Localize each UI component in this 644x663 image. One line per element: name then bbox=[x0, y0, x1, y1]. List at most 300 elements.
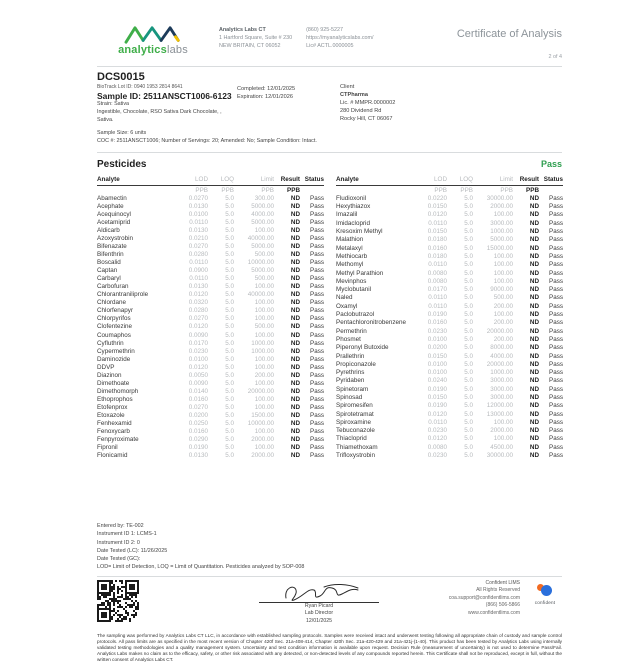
loq-cell: 5.0 bbox=[464, 327, 473, 335]
analyte-cell: Daminozide bbox=[97, 355, 131, 363]
analyte-cell: Chlorfenapyr bbox=[97, 307, 134, 315]
limit-cell: 2000.00 bbox=[251, 436, 274, 444]
result-cell: ND bbox=[290, 234, 300, 242]
lab-phone: (860) 925-5227 bbox=[306, 27, 343, 33]
limit-cell: 100.00 bbox=[493, 277, 513, 285]
brand-wordmark bbox=[118, 44, 188, 56]
result-cell: ND bbox=[290, 403, 300, 411]
instrument-id-1: Instrument ID 1: LCMS-1 bbox=[97, 531, 157, 538]
status-cell: Pass bbox=[310, 331, 324, 339]
table-row bbox=[97, 436, 324, 444]
limit-cell: 3000.00 bbox=[490, 219, 513, 227]
entered-by: Entered by: TE-002 bbox=[97, 523, 144, 530]
status-cell: Pass bbox=[310, 339, 324, 347]
loq-cell: 5.0 bbox=[225, 323, 234, 331]
lims-website-link[interactable]: www.confidentlims.com bbox=[468, 609, 520, 616]
col-limit: Limit bbox=[234, 176, 274, 186]
lab-address2: NEW BRITAIN, CT 06052 bbox=[219, 43, 281, 50]
status-cell: Pass bbox=[310, 436, 324, 444]
client-block bbox=[340, 83, 395, 124]
lod-cell: 0.0270 bbox=[188, 194, 208, 202]
sample-id: Sample ID: 2511ANSCT1006-6123 bbox=[97, 91, 232, 101]
table-row bbox=[336, 311, 563, 319]
table-row bbox=[97, 420, 324, 428]
result-cell: ND bbox=[290, 355, 300, 363]
status-cell: Pass bbox=[549, 244, 563, 252]
status-cell: Pass bbox=[310, 315, 324, 323]
table-row bbox=[97, 307, 324, 315]
lod-cell: 0.0120 bbox=[427, 211, 447, 219]
table-row bbox=[97, 235, 324, 243]
result-cell: ND bbox=[529, 410, 539, 418]
analyte-cell: Carbofuran bbox=[97, 283, 129, 291]
status-cell: Pass bbox=[310, 420, 324, 428]
analyte-cell: Bifenthrin bbox=[97, 251, 124, 259]
status-cell: Pass bbox=[310, 387, 324, 395]
loq-cell: 5.0 bbox=[225, 307, 234, 315]
client-label: Client bbox=[340, 84, 355, 90]
analyticslabs-logo bbox=[97, 26, 209, 56]
status-cell: Pass bbox=[549, 435, 563, 443]
loq-cell: 5.0 bbox=[225, 275, 234, 283]
analyte-cell: Carbaryl bbox=[97, 275, 121, 283]
loq-cell: 5.0 bbox=[225, 210, 234, 218]
limit-cell: 100.00 bbox=[254, 363, 274, 371]
col-status: Status bbox=[539, 176, 563, 186]
status-cell: Pass bbox=[310, 267, 324, 275]
strain: Strain: Sativa bbox=[97, 101, 130, 107]
pesticides-tables bbox=[97, 176, 562, 460]
result-cell: ND bbox=[529, 443, 539, 451]
lod-cell: 0.0100 bbox=[188, 355, 208, 363]
limit-cell: 5000.00 bbox=[490, 236, 513, 244]
status-cell: Pass bbox=[310, 291, 324, 299]
table-row bbox=[336, 278, 563, 286]
table-row bbox=[336, 253, 563, 261]
signatory-title: Lab Director bbox=[304, 610, 334, 617]
unit-loq: PPB bbox=[221, 186, 234, 194]
lod-cell: 0.0280 bbox=[188, 307, 208, 315]
result-cell: ND bbox=[529, 335, 539, 343]
signature-block bbox=[259, 580, 379, 625]
lod-cell: 0.0150 bbox=[427, 228, 447, 236]
confident-circles-icon bbox=[537, 584, 553, 598]
status-cell: Pass bbox=[310, 283, 324, 291]
col-analyte: Analyte bbox=[97, 176, 175, 186]
signature-date: 12/01/2025 bbox=[306, 617, 332, 624]
table-row bbox=[336, 352, 563, 360]
lod-cell: 0.0190 bbox=[427, 402, 447, 410]
table-row bbox=[97, 452, 324, 460]
status-cell: Pass bbox=[549, 228, 563, 236]
table-row bbox=[97, 412, 324, 420]
status-cell: Pass bbox=[310, 243, 324, 251]
table-row bbox=[336, 220, 563, 228]
loq-cell: 5.0 bbox=[464, 344, 473, 352]
analyte-cell: Pyrethrins bbox=[336, 369, 365, 377]
limit-cell: 4500.00 bbox=[490, 443, 513, 451]
loq-cell: 5.0 bbox=[225, 444, 234, 452]
col-loq: LOQ bbox=[447, 176, 473, 186]
table-row bbox=[97, 444, 324, 452]
status-cell: Pass bbox=[549, 360, 563, 368]
brand-primary: analytics bbox=[118, 44, 167, 56]
col-status: Status bbox=[300, 176, 324, 186]
loq-cell: 5.0 bbox=[464, 418, 473, 426]
result-cell: ND bbox=[290, 452, 300, 460]
lab-website-link[interactable]: https://myanalyticslabs.com/ bbox=[306, 35, 374, 42]
analyte-cell: Tebuconazole bbox=[336, 427, 375, 435]
table-row bbox=[336, 336, 563, 344]
loq-cell: 5.0 bbox=[225, 412, 234, 419]
loq-cell: 5.0 bbox=[464, 402, 473, 410]
result-cell: ND bbox=[529, 427, 539, 435]
lims-name: Confident LIMS bbox=[485, 579, 520, 586]
lod-cell: 0.0270 bbox=[188, 315, 208, 323]
status-cell: Pass bbox=[310, 355, 324, 363]
limit-cell: 100.00 bbox=[493, 211, 513, 219]
table-row bbox=[336, 444, 563, 452]
table-row bbox=[97, 275, 324, 283]
table-row bbox=[336, 452, 563, 460]
status-cell: Pass bbox=[310, 259, 324, 267]
lod-cell: 0.0090 bbox=[188, 331, 208, 339]
table-row bbox=[336, 344, 563, 352]
loq-cell: 5.0 bbox=[464, 360, 473, 368]
table-row bbox=[97, 340, 324, 348]
loq-cell: 5.0 bbox=[225, 403, 234, 411]
table-row bbox=[97, 356, 324, 364]
lod-loq-note: LOD= Limit of Detection, LOQ = Limit of Quantitation. Pesticides analyzed by SOP-008 bbox=[97, 563, 305, 570]
status-cell: Pass bbox=[310, 347, 324, 355]
status-cell: Pass bbox=[549, 377, 563, 385]
table-row bbox=[336, 236, 563, 244]
limit-cell: 100.00 bbox=[493, 418, 513, 426]
limit-cell: 3000.00 bbox=[490, 385, 513, 393]
lod-cell: 0.0160 bbox=[188, 428, 208, 436]
loq-cell: 5.0 bbox=[464, 244, 473, 252]
limit-cell: 15000.00 bbox=[486, 244, 513, 252]
biotrack-lot-id: BioTrack Lot ID: 0940 1953 2814 8641 bbox=[97, 84, 183, 90]
loq-cell: 5.0 bbox=[464, 228, 473, 236]
loq-cell: 5.0 bbox=[464, 261, 473, 269]
lod-cell: 0.0150 bbox=[427, 393, 447, 401]
limit-cell: 200.00 bbox=[493, 335, 513, 343]
analyte-cell: Imidacloprid bbox=[336, 219, 370, 227]
table-row bbox=[97, 283, 324, 291]
analyte-cell: Diazinon bbox=[97, 371, 122, 379]
loq-cell: 5.0 bbox=[464, 427, 473, 435]
result-cell: ND bbox=[290, 436, 300, 444]
table-row bbox=[336, 303, 563, 311]
lod-cell: 0.0900 bbox=[188, 267, 208, 275]
result-cell: ND bbox=[290, 347, 300, 355]
lod-cell: 0.0180 bbox=[427, 252, 447, 260]
lod-cell: 0.0090 bbox=[188, 379, 208, 387]
analyte-cell: Phosmet bbox=[336, 335, 361, 343]
lod-cell: 0.0110 bbox=[189, 275, 208, 283]
loq-cell: 5.0 bbox=[464, 393, 473, 401]
limit-cell: 100.00 bbox=[254, 395, 274, 403]
lod-cell: 0.0080 bbox=[427, 443, 447, 451]
status-cell: Pass bbox=[549, 203, 563, 211]
limit-cell: 4000.00 bbox=[490, 352, 513, 360]
lod-cell: 0.0120 bbox=[188, 363, 208, 371]
result-cell: ND bbox=[529, 352, 539, 360]
lod-cell: 0.0150 bbox=[427, 203, 447, 211]
lims-phone: (866) 506-5866 bbox=[485, 602, 520, 609]
loq-cell: 5.0 bbox=[464, 269, 473, 277]
limit-cell: 20000.00 bbox=[486, 360, 513, 368]
result-cell: ND bbox=[529, 452, 539, 460]
lod-cell: 0.0190 bbox=[188, 444, 208, 452]
lod-cell: 0.0240 bbox=[427, 377, 447, 385]
analyte-cell: Piperonyl Butoxide bbox=[336, 344, 389, 352]
analyte-cell: Metalaxyl bbox=[336, 244, 363, 252]
lod-cell: 0.0050 bbox=[188, 371, 208, 379]
loq-cell: 5.0 bbox=[464, 294, 473, 302]
loq-cell: 5.0 bbox=[225, 331, 234, 339]
analyte-cell: Spiromesifen bbox=[336, 402, 373, 410]
expiration-date: Expiration: 12/01/2026 bbox=[237, 94, 293, 101]
result-cell: ND bbox=[290, 339, 300, 347]
status-cell: Pass bbox=[310, 226, 324, 234]
analyte-cell: Abamectin bbox=[97, 194, 127, 202]
loq-cell: 5.0 bbox=[225, 379, 234, 387]
loq-cell: 5.0 bbox=[225, 315, 234, 323]
lod-cell: 0.0230 bbox=[427, 427, 447, 435]
pesticides-section-header bbox=[97, 153, 562, 174]
status-cell: Pass bbox=[310, 275, 324, 283]
limit-cell: 30000.00 bbox=[486, 194, 513, 202]
result-cell: ND bbox=[529, 261, 539, 269]
table-row bbox=[336, 211, 563, 219]
lod-cell: 0.0210 bbox=[188, 234, 208, 242]
status-cell: Pass bbox=[549, 286, 563, 294]
analyte-cell: Spinosad bbox=[336, 393, 363, 401]
analyte-cell: Chlordane bbox=[97, 299, 127, 307]
client-name: CTPharma bbox=[340, 92, 368, 99]
limit-cell: 100.00 bbox=[254, 444, 274, 452]
status-cell: Pass bbox=[549, 369, 563, 377]
status-cell: Pass bbox=[310, 403, 324, 411]
table-row bbox=[336, 369, 563, 377]
result-cell: ND bbox=[290, 307, 300, 315]
analyte-cell: Imazalil bbox=[336, 211, 358, 219]
lod-cell: 0.0110 bbox=[189, 259, 208, 267]
confident-logo bbox=[528, 580, 562, 605]
loq-cell: 5.0 bbox=[225, 202, 234, 210]
limit-cell: 100.00 bbox=[493, 269, 513, 277]
loq-cell: 5.0 bbox=[225, 267, 234, 275]
table-row bbox=[336, 361, 563, 369]
lod-cell: 0.0130 bbox=[188, 202, 208, 210]
lod-cell: 0.0220 bbox=[427, 194, 447, 202]
lod-cell: 0.0320 bbox=[188, 299, 208, 307]
analyte-cell: Etofenprox bbox=[97, 403, 128, 411]
limit-cell: 2000.00 bbox=[490, 427, 513, 435]
coc-line: COC #: 2511ANSCT1006; Number of Servings: 20; Amended: No; Sample Condition: Intact. bbox=[97, 138, 317, 145]
limit-cell: 3000.00 bbox=[490, 377, 513, 385]
lod-cell: 0.0120 bbox=[188, 291, 208, 299]
limit-cell: 100.00 bbox=[254, 283, 274, 291]
table-row bbox=[336, 435, 563, 443]
limit-cell: 5000.00 bbox=[251, 267, 274, 275]
lab-info bbox=[219, 26, 374, 50]
lod-cell: 0.0100 bbox=[427, 360, 447, 368]
analyte-cell: Fipronil bbox=[97, 444, 118, 452]
table-row bbox=[97, 372, 324, 380]
analyte-cell: Flonicamid bbox=[97, 452, 128, 460]
table-row bbox=[97, 396, 324, 404]
analyte-cell: Spiroxamine bbox=[336, 418, 371, 426]
section-title: Pesticides bbox=[97, 159, 147, 171]
limit-cell: 3000.00 bbox=[490, 393, 513, 401]
status-cell: Pass bbox=[549, 302, 563, 310]
status-cell: Pass bbox=[549, 311, 563, 319]
unit-result: PPB bbox=[526, 186, 539, 194]
lod-cell: 0.0140 bbox=[188, 387, 208, 395]
limit-cell: 4000.00 bbox=[251, 210, 274, 218]
unit-loq: PPB bbox=[460, 186, 473, 194]
limit-cell: 100.00 bbox=[493, 252, 513, 260]
loq-cell: 5.0 bbox=[225, 387, 234, 395]
lims-email-link[interactable]: coa.support@confidentlims.com bbox=[448, 594, 520, 601]
col-result: Result bbox=[513, 176, 539, 186]
lod-cell: 0.0080 bbox=[427, 277, 447, 285]
loq-cell: 5.0 bbox=[225, 243, 234, 251]
loq-cell: 5.0 bbox=[225, 194, 234, 202]
result-cell: ND bbox=[290, 323, 300, 331]
lims-info bbox=[449, 580, 520, 618]
result-cell: ND bbox=[529, 194, 539, 202]
table-row bbox=[336, 228, 563, 236]
result-cell: ND bbox=[290, 315, 300, 323]
result-cell: ND bbox=[290, 267, 300, 275]
limit-cell: 500.00 bbox=[493, 294, 513, 302]
lod-cell: 0.0110 bbox=[428, 418, 447, 426]
table-header-row bbox=[336, 176, 563, 186]
loq-cell: 5.0 bbox=[225, 259, 234, 267]
table-row bbox=[336, 319, 563, 327]
col-analyte: Analyte bbox=[336, 176, 414, 186]
unit-lod: PPB bbox=[195, 186, 208, 194]
loq-cell: 5.0 bbox=[225, 299, 234, 307]
result-cell: ND bbox=[290, 202, 300, 210]
analyte-cell: Chlorpyrifos bbox=[97, 315, 131, 323]
result-cell: ND bbox=[529, 319, 539, 327]
result-cell: ND bbox=[290, 379, 300, 387]
status-cell: Pass bbox=[549, 277, 563, 285]
result-cell: ND bbox=[290, 251, 300, 259]
section-status-badge: Pass bbox=[540, 159, 562, 170]
date-tested-lc: Date Tested (LC): 11/26/2025 bbox=[97, 547, 168, 554]
analyte-cell: Methomyl bbox=[336, 261, 364, 269]
table-row bbox=[97, 428, 324, 436]
result-cell: ND bbox=[529, 228, 539, 236]
lod-cell: 0.0180 bbox=[427, 236, 447, 244]
status-cell: Pass bbox=[310, 428, 324, 436]
result-cell: ND bbox=[290, 331, 300, 339]
lod-cell: 0.0110 bbox=[428, 219, 447, 227]
limit-cell: 20000.00 bbox=[247, 387, 274, 395]
completed-date: Completed: 12/01/2025 bbox=[237, 86, 296, 92]
analyte-cell: Fludioxonil bbox=[336, 194, 367, 202]
lod-cell: 0.0110 bbox=[189, 218, 208, 226]
result-cell: ND bbox=[529, 385, 539, 393]
lod-cell: 0.0200 bbox=[427, 344, 447, 352]
limit-cell: 100.00 bbox=[254, 379, 274, 387]
limit-cell: 30000.00 bbox=[486, 452, 513, 460]
limit-cell: 200.00 bbox=[254, 371, 274, 379]
document-title: Certificate of Analysis bbox=[456, 28, 562, 40]
status-cell: Pass bbox=[549, 211, 563, 219]
analyte-cell: Trifloxystrobin bbox=[336, 452, 375, 460]
lims-rights: All Rights Reserved bbox=[476, 587, 520, 594]
status-cell: Pass bbox=[549, 194, 563, 202]
loq-cell: 5.0 bbox=[225, 339, 234, 347]
units-row bbox=[97, 186, 324, 195]
limit-cell: 9000.00 bbox=[490, 286, 513, 294]
lod-cell: 0.0130 bbox=[188, 452, 208, 460]
loq-cell: 5.0 bbox=[464, 410, 473, 418]
table-row bbox=[336, 203, 563, 211]
lod-cell: 0.0110 bbox=[428, 302, 447, 310]
analyte-cell: Prallethrin bbox=[336, 352, 365, 360]
status-cell: Pass bbox=[310, 307, 324, 315]
loq-cell: 5.0 bbox=[464, 203, 473, 211]
status-cell: Pass bbox=[549, 393, 563, 401]
loq-cell: 5.0 bbox=[225, 371, 234, 379]
result-cell: ND bbox=[290, 363, 300, 371]
lod-cell: 0.0160 bbox=[427, 244, 447, 252]
status-cell: Pass bbox=[310, 234, 324, 242]
lod-cell: 0.0190 bbox=[427, 385, 447, 393]
table-row bbox=[97, 323, 324, 331]
loq-cell: 5.0 bbox=[464, 219, 473, 227]
limit-cell: 300.00 bbox=[254, 194, 274, 202]
result-cell: ND bbox=[529, 294, 539, 302]
col-result: Result bbox=[274, 176, 300, 186]
status-cell: Pass bbox=[310, 210, 324, 218]
analyte-cell: Chlorantraniliprole bbox=[97, 291, 149, 299]
table-row bbox=[97, 364, 324, 372]
analyte-cell: Naled bbox=[336, 294, 353, 302]
unit-lod: PPB bbox=[434, 186, 447, 194]
qr-code bbox=[97, 580, 139, 622]
disclaimer-text: The sampling was performed by Analytics Labs CT LLC, in accordance with established sampling protocols. Samples were received intact and underwent testing following all appropriate chain of custody and sample control protocols. All pass limits are as specified in the most recent version of Chapter 420f Sec. 21a-408-414, Chapter 420h Sec. 21a-420-429 and 21a-421j-(1-40). This product has been tested by Analytics Labs using internally validated testing methodologies and a quality management system. Uncertainty and test condition information is available upon request. Decision Rule (measurement of uncertainty) is not used to determine Pass/Fail. Analytics Labs makes no claim as to the efficacy, safety, or other risk associated with any detected, or non-detected levels of any compounds reported herein. This Certificate shall not be reproduced, except in full, without the written consent of Analytics Labs CT. bbox=[97, 632, 562, 663]
lod-cell: 0.0200 bbox=[188, 412, 208, 419]
table-row bbox=[336, 394, 563, 402]
analyte-cell: Permethrin bbox=[336, 327, 367, 335]
analyte-cell: Boscalid bbox=[97, 259, 121, 267]
loq-cell: 5.0 bbox=[225, 452, 234, 460]
table-row bbox=[336, 195, 563, 203]
loq-cell: 5.0 bbox=[464, 286, 473, 294]
result-cell: ND bbox=[529, 311, 539, 319]
result-cell: ND bbox=[290, 275, 300, 283]
status-cell: Pass bbox=[549, 443, 563, 451]
status-cell: Pass bbox=[310, 452, 324, 460]
result-cell: ND bbox=[529, 377, 539, 385]
analyte-cell: Fenhexamid bbox=[97, 420, 132, 428]
loq-cell: 5.0 bbox=[464, 369, 473, 377]
result-cell: ND bbox=[529, 435, 539, 443]
result-cell: ND bbox=[529, 286, 539, 294]
table-row bbox=[97, 219, 324, 227]
result-cell: ND bbox=[290, 371, 300, 379]
confident-logo-text: confident bbox=[534, 599, 556, 605]
